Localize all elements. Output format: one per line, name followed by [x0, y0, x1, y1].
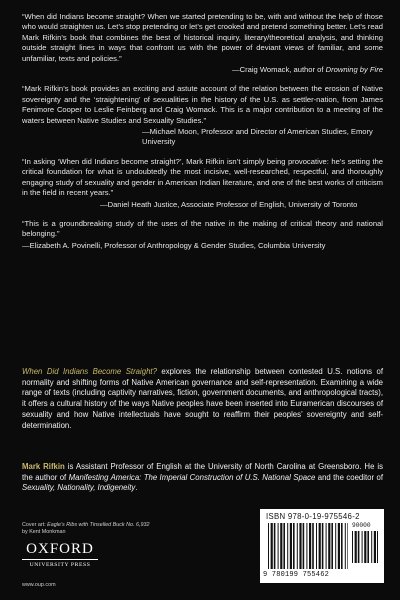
- price-barcode: [352, 531, 378, 565]
- blurb-attribution: —Elizabeth A. Povinelli, Professor of Anthropology & Gender Studies, Columbia University: [22, 240, 326, 250]
- publisher-subtitle: UNIVERSITY PRESS: [29, 562, 91, 568]
- ean-barcode: [268, 523, 348, 571]
- price-code: 90000: [352, 522, 371, 529]
- book-title: Drowning by Fire: [325, 65, 383, 75]
- artwork-title: Eagle’s Ribs with Tinselled Buck No. 6,932: [47, 522, 150, 528]
- book-description: When Did Indians Become Straight? explores the relationship between contested U.S. notions of normality and shifting forms of Native American governance and self-representation. Examining a wide range of texts (including captivity narratives, fiction, government documents, and anthropological tracts), it offers a cultural history of the ways Native peoples have been inserted into Euramerican discourses of sexuality and how Native intellectuals have sought to reaffirm their peoples’ sovereignty and self-determination.: [22, 367, 383, 430]
- blurbs-section: [22, 12, 383, 260]
- publisher-url: www.oup.com: [22, 582, 56, 588]
- blurb-attribution: —Daniel Heath Justice, Associate Professor of English, University of Toronto: [100, 199, 358, 209]
- blurb-quote: “Mark Rifkin’s book provides an exciting and astute account of the relation between the erosion of Native sovereignty and the ‘straightening’ of sexualities in the history of the U.S. as settler-nation, from James Fenimore Cooper to Leslie Feinberg and Craig Womack. This is a major contribution to a meeting of the waters between Native Studies and Sexuality Studies.”: [22, 84, 383, 125]
- book-title: Manifesting America: The Imperial Construction of U.S. National Space: [68, 472, 316, 482]
- blurb-attribution: —Michael Moon, Professor and Director of American Studies, Emory University: [142, 127, 373, 147]
- publisher-name: OXFORD: [26, 541, 94, 557]
- cover-art-credit: Cover art: Eagle’s Ribs with Tinselled Buck No. 6,932 by Kent Monkman: [22, 522, 150, 535]
- book-title: When Did Indians Become Straight?: [22, 367, 157, 376]
- author-name: Mark Rifkin: [22, 462, 65, 471]
- artist-credit: by Kent Monkman: [22, 529, 66, 535]
- blurb-attribution: —Craig Womack, author of Drowning by Fire: [232, 65, 383, 75]
- divider: [22, 559, 98, 560]
- blurb-justice: [22, 157, 383, 210]
- publisher-logo: [22, 542, 98, 569]
- book-title: Sexuality, Nationality, Indigeneity: [22, 483, 136, 493]
- barcode-panel: [260, 509, 384, 583]
- blurb-womack: [22, 12, 383, 75]
- blurb-quote: “In asking ‘When did Indians become straight?’, Mark Rifkin isn’t simply being provocative: he’s setting the critical foundation for what is undoubtedly the most incisive, well-researched, respectful, and thoroughly engaging study of sexuality and gender in American Indian literature, and one of the best works of criticism in the field in recent years.”: [22, 156, 383, 198]
- blurb-quote: “This is a groundbreaking study of the uses of the native in the making of critical theory and national belonging.”: [22, 218, 383, 239]
- isbn-label: ISBN 978-0-19-975546-2: [266, 512, 360, 521]
- blurb-moon: [22, 84, 383, 147]
- blurb-povinelli: [22, 219, 383, 251]
- author-bio: Mark Rifkin is Assistant Professor of English at the University of North Carolina at Greensboro. He is the author of Manifesting America: The Imperial Construction of U.S. National Space and the coeditor of Sexuality, Nationality, Indigeneity.: [22, 462, 383, 493]
- ean-number: 9 780199 755462: [263, 571, 330, 579]
- blurb-quote: “When did Indians become straight? When we started pretending to be, with and without the help of those who would straighten us. Let’s stop pretending or let’s get crooked and pretend something better. Let’s read Mark Rifkin’s book that combines the best of historical inquiry, literary/theoretical analysis, and thinking outside straight lines in ways that confront us with the power of deviant views of familiar, and some unfamiliar, texts and policies.”: [22, 12, 383, 63]
